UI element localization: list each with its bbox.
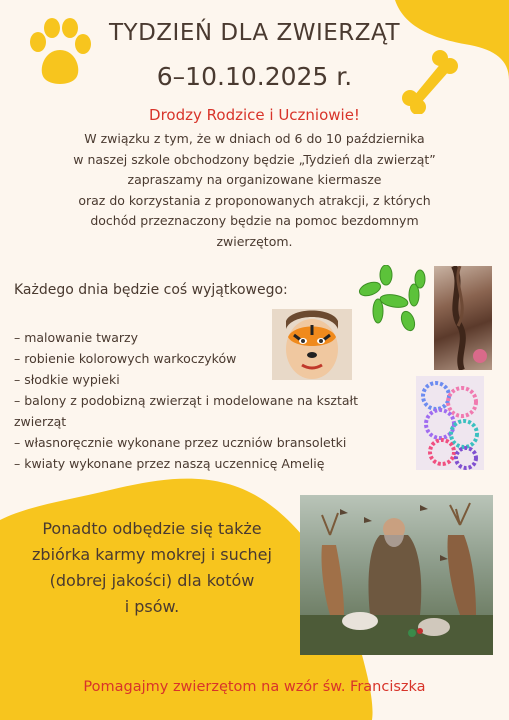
intro-line: zwierzętom. (216, 233, 293, 249)
greeting: Drodzy Rodzice i Uczniowie! (149, 106, 360, 124)
balloon-dog-image (356, 265, 430, 335)
list-item: zwierząt (14, 414, 67, 429)
event-date: 6–10.10.2025 r. (156, 62, 353, 91)
list-item: – własnoręcznie wykonane przez uczniów bransoletki (14, 435, 347, 450)
intro-line: W związku z tym, że w dniach od 6 do 10 października (84, 131, 425, 146)
collection-line: zbiórka karmy mokrej i suchej (32, 545, 272, 564)
intro-line: zapraszamy na organizowane kiermasze (127, 172, 382, 187)
collection-line: (dobrej jakości) dla kotów (49, 571, 255, 590)
poster-title: TYDZIEŃ DLA ZWIERZĄT (108, 20, 401, 46)
braided-hair-photo (434, 266, 492, 370)
list-item: – kwiaty wykonane przez naszą uczennicę Amelię (14, 456, 325, 471)
list-item: – robienie kolorowych warkoczyków (14, 351, 237, 366)
collection-line: i psów. (124, 597, 180, 616)
every-day-heading: Każdego dnia będzie coś wyjątkowego: (14, 282, 288, 298)
collection-line: Ponadto odbędzie się także (42, 519, 262, 538)
attractions-list (14, 327, 414, 474)
intro-line: oraz do korzystania z proponowanych atrakcji, z których (78, 192, 431, 208)
intro-line: dochód przeznaczony będzie na pomoc bezdomnym (90, 213, 419, 228)
intro-line: w naszej szkole obchodzony będzie „Tydzień dla zwierząt” (73, 151, 436, 167)
face-painting-photo (272, 309, 352, 380)
food-collection-note (14, 516, 290, 620)
bracelets-photo (416, 376, 484, 470)
list-item: – malowanie twarzy (14, 330, 139, 345)
list-item: – balony z podobizną zwierząt i modelowane na kształt (14, 393, 359, 408)
saint-francis-illustration (300, 495, 493, 655)
closing-slogan: Pomagajmy zwierzętom na wzór św. Franciszka (83, 679, 426, 695)
intro-paragraph (30, 129, 479, 252)
list-item: – słodkie wypieki (14, 372, 120, 387)
